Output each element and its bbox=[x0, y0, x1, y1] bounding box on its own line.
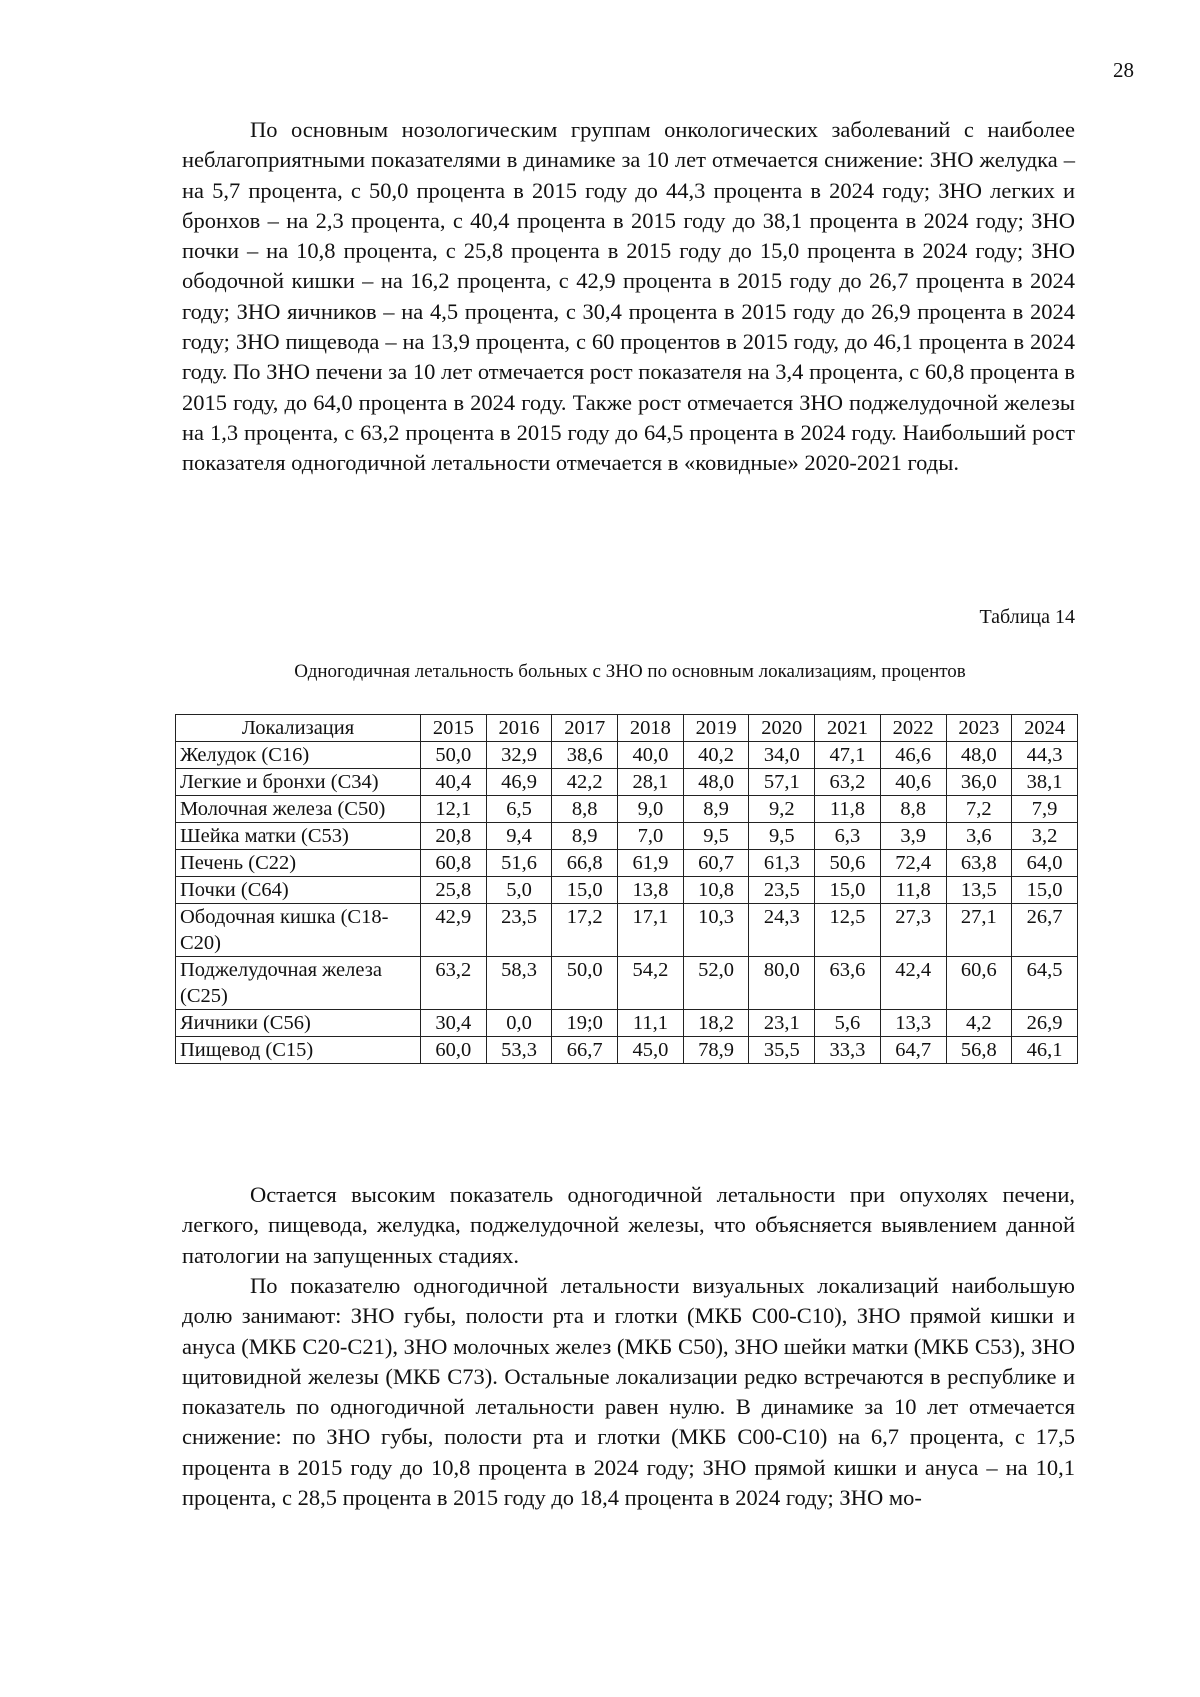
cell-value: 53,3 bbox=[486, 1037, 552, 1064]
cell-value: 15,0 bbox=[552, 877, 618, 904]
cell-value: 36,0 bbox=[946, 769, 1012, 796]
column-header-year: 2021 bbox=[815, 715, 881, 742]
cell-value: 9,2 bbox=[749, 796, 815, 823]
cell-localization: Поджелудочная железа (С25) bbox=[176, 957, 421, 1010]
cell-value: 11,8 bbox=[815, 796, 881, 823]
cell-localization: Желудок (С16) bbox=[176, 742, 421, 769]
cell-value: 40,4 bbox=[421, 769, 487, 796]
cell-value: 3,9 bbox=[880, 823, 946, 850]
cell-value: 8,8 bbox=[552, 796, 618, 823]
cell-value: 66,8 bbox=[552, 850, 618, 877]
column-header-year: 2018 bbox=[618, 715, 684, 742]
cell-value: 12,1 bbox=[421, 796, 487, 823]
page-number: 28 bbox=[1113, 58, 1134, 82]
cell-value: 23,1 bbox=[749, 1010, 815, 1037]
cell-value: 80,0 bbox=[749, 957, 815, 1010]
cell-value: 58,3 bbox=[486, 957, 552, 1010]
cell-value: 40,2 bbox=[683, 742, 749, 769]
table-row bbox=[176, 957, 1078, 1010]
cell-value: 10,3 bbox=[683, 904, 749, 957]
cell-value: 42,4 bbox=[880, 957, 946, 1010]
cell-value: 25,8 bbox=[421, 877, 487, 904]
column-header-year: 2022 bbox=[880, 715, 946, 742]
cell-value: 20,8 bbox=[421, 823, 487, 850]
cell-value: 7,0 bbox=[618, 823, 684, 850]
cell-value: 40,0 bbox=[618, 742, 684, 769]
cell-value: 63,2 bbox=[815, 769, 881, 796]
cell-value: 63,2 bbox=[421, 957, 487, 1010]
cell-value: 56,8 bbox=[946, 1037, 1012, 1064]
cell-value: 46,1 bbox=[1012, 1037, 1078, 1064]
cell-value: 15,0 bbox=[1012, 877, 1078, 904]
cell-value: 48,0 bbox=[683, 769, 749, 796]
cell-value: 19;0 bbox=[552, 1010, 618, 1037]
paragraph-mortality-dynamics: По основным нозологическим группам онкологических заболеваний с наиболее неблагоприятными показателями в динамике за 10 лет отмечается снижение: ЗНО желудка – на 5,7 процента, с 50,0 процента в 2015 году до 44,3 процента в 2024 году; ЗНО легких и бронхов – на 2,3 процента, с 40,4 процента в 2015 году до 38,1 процента в 2024 году; ЗНО почки – на 10,8 процента, с 25,8 процента в 2015 году до 15,0 процента в 2024 году; ЗНО ободочной кишки – на 16,2 процента, с 42,9 процента в 2015 году до 26,7 процента в 2024 году; ЗНО яичников – на 4,5 процента, с 30,4 процента в 2015 году до 26,9 процента в 2024 году; ЗНО пищевода – на 13,9 процента, с 60 процентов в 2015 году, до 46,1 процента в 2024 году. По ЗНО печени за 10 лет отмечается рост показателя на 3,4 процента, с 60,8 процента в 2015 году, до 64,0 процента в 2024 году. Также рост отмечается ЗНО поджелудочной железы на 1,3 процента, с 63,2 процента в 2015 году до 64,5 процента в 2024 году. Наибольший рост показателя одногодичной летальности отмечается в «ковидные» 2020-2021 годы. bbox=[182, 117, 1075, 476]
cell-value: 52,0 bbox=[683, 957, 749, 1010]
cell-value: 46,6 bbox=[880, 742, 946, 769]
cell-value: 11,1 bbox=[618, 1010, 684, 1037]
cell-value: 63,8 bbox=[946, 850, 1012, 877]
cell-value: 35,5 bbox=[749, 1037, 815, 1064]
table-row bbox=[176, 1037, 1078, 1064]
cell-value: 0,0 bbox=[486, 1010, 552, 1037]
cell-value: 64,7 bbox=[880, 1037, 946, 1064]
cell-value: 33,3 bbox=[815, 1037, 881, 1064]
cell-value: 8,8 bbox=[880, 796, 946, 823]
cell-localization: Ободочная кишка (С18-С20) bbox=[176, 904, 421, 957]
cell-value: 50,6 bbox=[815, 850, 881, 877]
cell-value: 28,1 bbox=[618, 769, 684, 796]
cell-value: 63,6 bbox=[815, 957, 881, 1010]
column-header-year: 2019 bbox=[683, 715, 749, 742]
cell-value: 7,2 bbox=[946, 796, 1012, 823]
cell-value: 61,3 bbox=[749, 850, 815, 877]
cell-value: 60,8 bbox=[421, 850, 487, 877]
cell-value: 46,9 bbox=[486, 769, 552, 796]
cell-value: 30,4 bbox=[421, 1010, 487, 1037]
cell-value: 26,9 bbox=[1012, 1010, 1078, 1037]
column-header-year: 2015 bbox=[421, 715, 487, 742]
cell-value: 60,7 bbox=[683, 850, 749, 877]
table-row bbox=[176, 850, 1078, 877]
cell-value: 6,3 bbox=[815, 823, 881, 850]
cell-localization: Пищевод (С15) bbox=[176, 1037, 421, 1064]
table-caption: Одногодичная летальность больных с ЗНО по основным локализациям, процентов bbox=[294, 661, 966, 682]
cell-value: 13,8 bbox=[618, 877, 684, 904]
cell-value: 8,9 bbox=[683, 796, 749, 823]
cell-value: 13,3 bbox=[880, 1010, 946, 1037]
column-header-year: 2023 bbox=[946, 715, 1012, 742]
cell-value: 23,5 bbox=[486, 904, 552, 957]
cell-value: 34,0 bbox=[749, 742, 815, 769]
cell-value: 78,9 bbox=[683, 1037, 749, 1064]
cell-value: 32,9 bbox=[486, 742, 552, 769]
cell-value: 8,9 bbox=[552, 823, 618, 850]
cell-value: 17,2 bbox=[552, 904, 618, 957]
cell-value: 44,3 bbox=[1012, 742, 1078, 769]
paragraph-high-mortality: Остается высоким показатель одногодичной летальности при опухолях печени, легкого, пищевода, желудка, поджелудочной железы, что объясняется выявлением данной патологии на запущенных стадиях. bbox=[182, 1182, 1075, 1268]
cell-value: 5,0 bbox=[486, 877, 552, 904]
cell-value: 9,5 bbox=[683, 823, 749, 850]
cell-value: 6,5 bbox=[486, 796, 552, 823]
cell-value: 18,2 bbox=[683, 1010, 749, 1037]
cell-value: 12,5 bbox=[815, 904, 881, 957]
cell-value: 60,0 bbox=[421, 1037, 487, 1064]
cell-value: 7,9 bbox=[1012, 796, 1078, 823]
cell-value: 5,6 bbox=[815, 1010, 881, 1037]
cell-value: 9,5 bbox=[749, 823, 815, 850]
cell-value: 38,1 bbox=[1012, 769, 1078, 796]
cell-value: 54,2 bbox=[618, 957, 684, 1010]
table-row bbox=[176, 823, 1078, 850]
cell-value: 47,1 bbox=[815, 742, 881, 769]
cell-localization: Молочная железа (С50) bbox=[176, 796, 421, 823]
cell-value: 40,6 bbox=[880, 769, 946, 796]
table-row bbox=[176, 877, 1078, 904]
table-row bbox=[176, 769, 1078, 796]
cell-value: 11,8 bbox=[880, 877, 946, 904]
cell-value: 60,6 bbox=[946, 957, 1012, 1010]
cell-value: 26,7 bbox=[1012, 904, 1078, 957]
cell-value: 50,0 bbox=[552, 957, 618, 1010]
cell-localization: Шейка матки (С53) bbox=[176, 823, 421, 850]
table-row bbox=[176, 1010, 1078, 1037]
cell-value: 61,9 bbox=[618, 850, 684, 877]
cell-value: 51,6 bbox=[486, 850, 552, 877]
column-header-year: 2016 bbox=[486, 715, 552, 742]
mortality-table bbox=[175, 714, 1078, 1064]
cell-value: 64,5 bbox=[1012, 957, 1078, 1010]
cell-localization: Почки (С64) bbox=[176, 877, 421, 904]
cell-value: 57,1 bbox=[749, 769, 815, 796]
cell-value: 38,6 bbox=[552, 742, 618, 769]
cell-value: 23,5 bbox=[749, 877, 815, 904]
cell-value: 10,8 bbox=[683, 877, 749, 904]
cell-value: 27,3 bbox=[880, 904, 946, 957]
cell-value: 13,5 bbox=[946, 877, 1012, 904]
cell-localization: Яичники (С56) bbox=[176, 1010, 421, 1037]
cell-localization: Легкие и бронхи (С34) bbox=[176, 769, 421, 796]
column-header-year: 2024 bbox=[1012, 715, 1078, 742]
cell-value: 50,0 bbox=[421, 742, 487, 769]
cell-value: 3,6 bbox=[946, 823, 1012, 850]
column-header-localization: Локализация bbox=[176, 715, 421, 742]
table-row bbox=[176, 742, 1078, 769]
table-row bbox=[176, 904, 1078, 957]
column-header-year: 2020 bbox=[749, 715, 815, 742]
cell-value: 64,0 bbox=[1012, 850, 1078, 877]
cell-value: 48,0 bbox=[946, 742, 1012, 769]
cell-value: 4,2 bbox=[946, 1010, 1012, 1037]
cell-value: 3,2 bbox=[1012, 823, 1078, 850]
cell-value: 24,3 bbox=[749, 904, 815, 957]
cell-localization: Печень (С22) bbox=[176, 850, 421, 877]
cell-value: 15,0 bbox=[815, 877, 881, 904]
cell-value: 45,0 bbox=[618, 1037, 684, 1064]
cell-value: 9,4 bbox=[486, 823, 552, 850]
paragraph-visual-localizations: По показателю одногодичной летальности визуальных локализаций наибольшую долю занимают: ЗНО губы, полости рта и глотки (МКБ С00-С10), ЗНО прямой кишки и ануса (МКБ С20-С21), ЗНО молочных желез (МКБ С50), ЗНО шейки матки (МКБ С53), ЗНО щитовидной железы (МКБ С73). Остальные локализации редко встречаются в республике и показатель по одногодичной летальности равен нулю. В динамике за 10 лет отмечается снижение: по ЗНО губы, полости рта и глотки (МКБ С00-С10) на 6,7 процента, с 17,5 процента в 2015 году до 10,8 процента в 2024 году; ЗНО прямой кишки и ануса – на 10,1 процента, с 28,5 процента в 2015 году до 18,4 процента в 2024 году; ЗНО мо- bbox=[182, 1273, 1075, 1511]
table-label: Таблица 14 bbox=[979, 606, 1075, 628]
cell-value: 27,1 bbox=[946, 904, 1012, 957]
cell-value: 9,0 bbox=[618, 796, 684, 823]
cell-value: 66,7 bbox=[552, 1037, 618, 1064]
cell-value: 42,2 bbox=[552, 769, 618, 796]
cell-value: 72,4 bbox=[880, 850, 946, 877]
cell-value: 42,9 bbox=[421, 904, 487, 957]
table-header-row bbox=[176, 715, 1078, 742]
cell-value: 17,1 bbox=[618, 904, 684, 957]
column-header-year: 2017 bbox=[552, 715, 618, 742]
table-row bbox=[176, 796, 1078, 823]
